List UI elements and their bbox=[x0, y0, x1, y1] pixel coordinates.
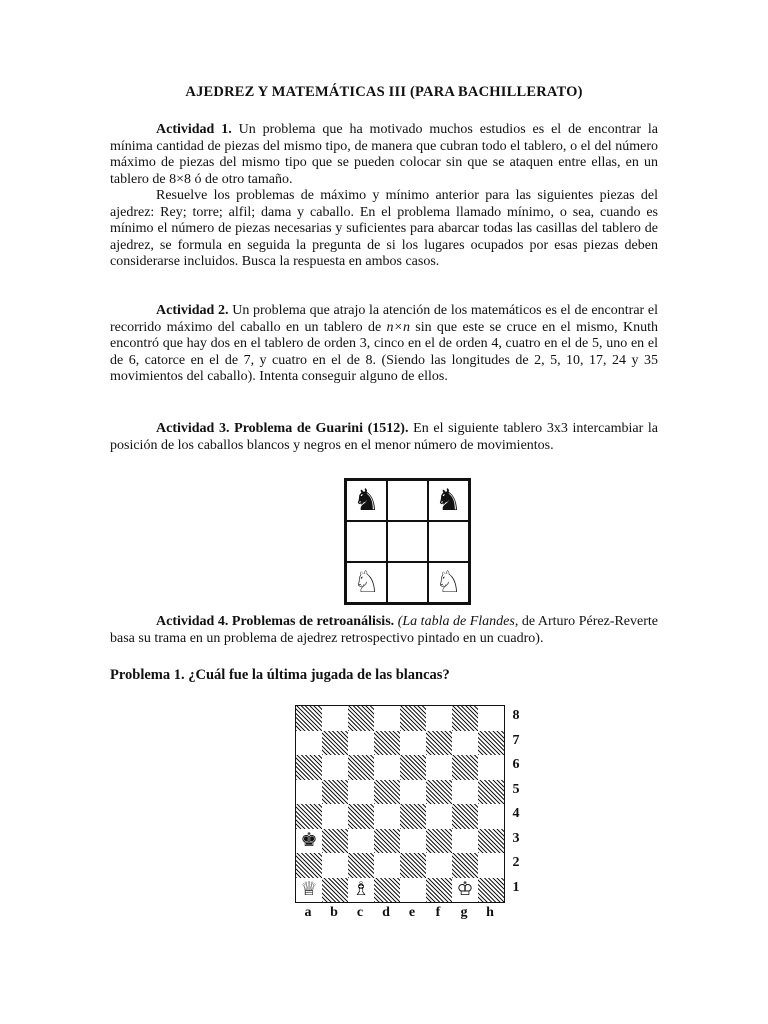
file-label: d bbox=[382, 905, 390, 920]
activity-2-paragraph bbox=[110, 303, 658, 386]
square-h6 bbox=[478, 755, 504, 780]
square-h1 bbox=[478, 878, 504, 903]
square-f1 bbox=[426, 878, 452, 903]
file-label: b bbox=[330, 905, 338, 920]
rank-label: 4 bbox=[512, 806, 520, 821]
square-b6 bbox=[322, 755, 348, 780]
square-g6 bbox=[452, 755, 478, 780]
activity-4-paragraph bbox=[110, 614, 658, 647]
problem-1-heading: Problema 1. ¿Cuál fue la última jugada de las blancas? bbox=[110, 667, 450, 683]
square-g8 bbox=[452, 706, 478, 731]
rank-label: 5 bbox=[512, 781, 520, 797]
square-f2 bbox=[426, 853, 452, 878]
square-a2 bbox=[296, 853, 322, 878]
activity-3-label: Actividad 3. Problema de Guarini (1512). bbox=[156, 421, 409, 436]
square-h8 bbox=[478, 706, 504, 731]
activity-3 bbox=[110, 421, 658, 454]
square-e7 bbox=[400, 731, 426, 756]
square-e5 bbox=[400, 780, 426, 805]
activity-4 bbox=[110, 614, 658, 647]
page-title: AJEDREZ Y MATEMÁTICAS III (PARA BACHILLERATO) bbox=[185, 84, 583, 100]
square-b5 bbox=[322, 780, 348, 805]
square-h5 bbox=[478, 780, 504, 805]
square-c4 bbox=[348, 804, 374, 829]
square-g4 bbox=[452, 804, 478, 829]
square-a3 bbox=[296, 829, 322, 854]
board3-cell bbox=[387, 521, 428, 562]
square-h2 bbox=[478, 853, 504, 878]
square-b8 bbox=[322, 706, 348, 731]
square-a8 bbox=[296, 706, 322, 731]
activity-1-paragraph-1 bbox=[110, 122, 658, 188]
activity-1-text: Un problema que ha motivado muchos estudios es el de encontrar la mínima cantidad de piezas del mismo tipo, de manera que cubran todo el tablero, o el del número máximo de piezas del mismo tipo que se pueden colocar sin que se ataquen entre ellas, en un tablero de 8×8 ó de otro tamaño. bbox=[110, 122, 659, 187]
rank-label: 2 bbox=[512, 855, 520, 870]
black-knight-icon: ♞ bbox=[435, 482, 462, 518]
white-bishop-icon: ♗ bbox=[352, 878, 370, 901]
activity-4-text: , de Arturo Pérez-Reverte basa su trama en un problema de ajedrez retrospectivo pintado en un cuadro). bbox=[110, 614, 658, 646]
square-d6 bbox=[374, 755, 400, 780]
square-e2 bbox=[400, 853, 426, 878]
square-f7 bbox=[426, 731, 452, 756]
activity-2-label: Actividad 2. bbox=[156, 303, 229, 318]
square-d8 bbox=[374, 706, 400, 731]
board3-cell bbox=[428, 521, 469, 562]
square-f4 bbox=[426, 804, 452, 829]
white-knight-icon: ♘ bbox=[435, 564, 462, 600]
square-h4 bbox=[478, 804, 504, 829]
square-d5 bbox=[374, 780, 400, 805]
square-d1 bbox=[374, 878, 400, 903]
board3-cell bbox=[346, 480, 387, 521]
square-b4 bbox=[322, 804, 348, 829]
square-b2 bbox=[322, 853, 348, 878]
square-f8 bbox=[426, 706, 452, 731]
activity-1 bbox=[110, 122, 658, 271]
square-c3 bbox=[348, 829, 374, 854]
square-h3 bbox=[478, 829, 504, 854]
square-g2 bbox=[452, 853, 478, 878]
file-label: e bbox=[408, 905, 416, 920]
square-e4 bbox=[400, 804, 426, 829]
square-c6 bbox=[348, 755, 374, 780]
square-c2 bbox=[348, 853, 374, 878]
rank-label: 8 bbox=[512, 708, 520, 723]
file-label: g bbox=[460, 905, 468, 920]
white-queen-icon: ♕ bbox=[300, 878, 318, 901]
black-knight-icon: ♞ bbox=[353, 482, 380, 518]
activity-1-label: Actividad 1. bbox=[156, 122, 232, 137]
square-c5 bbox=[348, 780, 374, 805]
activity-4-italic: (La tabla de Flandes bbox=[394, 614, 515, 629]
square-a7 bbox=[296, 731, 322, 756]
square-a1 bbox=[296, 878, 322, 903]
square-c8 bbox=[348, 706, 374, 731]
guarini-board bbox=[344, 478, 471, 605]
activity-2-text-a: Un problema que atrajo la atención de los matemáticos es el de encontrar el recorrido máximo del caballo en un tablero de bbox=[110, 303, 658, 335]
square-e8 bbox=[400, 706, 426, 731]
rank-label: 7 bbox=[512, 732, 520, 748]
activity-3-text: En el siguiente tablero 3x3 intercambiar la posición de los caballos blancos y negros en el menor número de movimientos. bbox=[110, 421, 658, 453]
square-c1 bbox=[348, 878, 374, 903]
square-d4 bbox=[374, 804, 400, 829]
square-g7 bbox=[452, 731, 478, 756]
square-d7 bbox=[374, 731, 400, 756]
board3-cell bbox=[428, 480, 469, 521]
file-label: c bbox=[356, 905, 364, 920]
file-label: f bbox=[435, 905, 441, 920]
board3-cell bbox=[387, 480, 428, 521]
square-a6 bbox=[296, 755, 322, 780]
activity-2-text-b: sin que este se cruce en el mismo, Knuth encontró que hay dos en el tablero de orden 3, cinco en el de orden 4, cuatro en el de 5, uno en el de 6, catorce en el de 7, y cuatro en el de 8. (Siendo las longitudes de 2, 5, 10, 17, 24 y 35 movimientos del caballo). Intenta conseguir alguno de ellos. bbox=[110, 319, 658, 384]
black-king-icon: ♚ bbox=[300, 829, 318, 852]
square-e1 bbox=[400, 878, 426, 903]
activity-4-label: Actividad 4. Problemas de retroanálisis. bbox=[156, 614, 395, 629]
square-d3 bbox=[374, 829, 400, 854]
chess-board bbox=[295, 705, 505, 903]
square-f6 bbox=[426, 755, 452, 780]
square-e3 bbox=[400, 829, 426, 854]
square-b7 bbox=[322, 731, 348, 756]
activity-1-paragraph-2: Resuelve los problemas de máximo y mínimo anterior para las siguientes piezas del ajedrez: Rey; torre; alfil; dama y caballo. En el problema llamado mínimo, o sea, cuando es mínimo el número de piezas necesarias y suficientes para abarcar todas las casillas del tablero de ajedrez, se formula en seguida la pregunta de si los lugares ocupados por esas piezas deben considerarse incluidos. Busca la respuesta en ambos casos. bbox=[110, 188, 658, 269]
white-knight-icon: ♘ bbox=[353, 564, 380, 600]
square-g1 bbox=[452, 878, 478, 903]
board3-cell bbox=[428, 562, 469, 603]
square-d2 bbox=[374, 853, 400, 878]
activity-2 bbox=[110, 303, 658, 386]
activity-2-nxn: n×n bbox=[386, 319, 410, 335]
square-f3 bbox=[426, 829, 452, 854]
board3-cell bbox=[346, 521, 387, 562]
rank-label: 1 bbox=[512, 879, 520, 895]
board3-cell bbox=[387, 562, 428, 603]
square-f5 bbox=[426, 780, 452, 805]
square-g5 bbox=[452, 780, 478, 805]
square-g3 bbox=[452, 829, 478, 854]
board3-cell bbox=[346, 562, 387, 603]
rank-label: 6 bbox=[512, 757, 520, 772]
white-king-icon: ♔ bbox=[456, 878, 474, 901]
square-h7 bbox=[478, 731, 504, 756]
square-e6 bbox=[400, 755, 426, 780]
square-a4 bbox=[296, 804, 322, 829]
activity-3-paragraph bbox=[110, 421, 658, 454]
square-a5 bbox=[296, 780, 322, 805]
square-b3 bbox=[322, 829, 348, 854]
file-label: h bbox=[486, 905, 494, 920]
square-b1 bbox=[322, 878, 348, 903]
rank-label: 3 bbox=[512, 830, 520, 846]
file-label: a bbox=[304, 905, 312, 920]
square-c7 bbox=[348, 731, 374, 756]
